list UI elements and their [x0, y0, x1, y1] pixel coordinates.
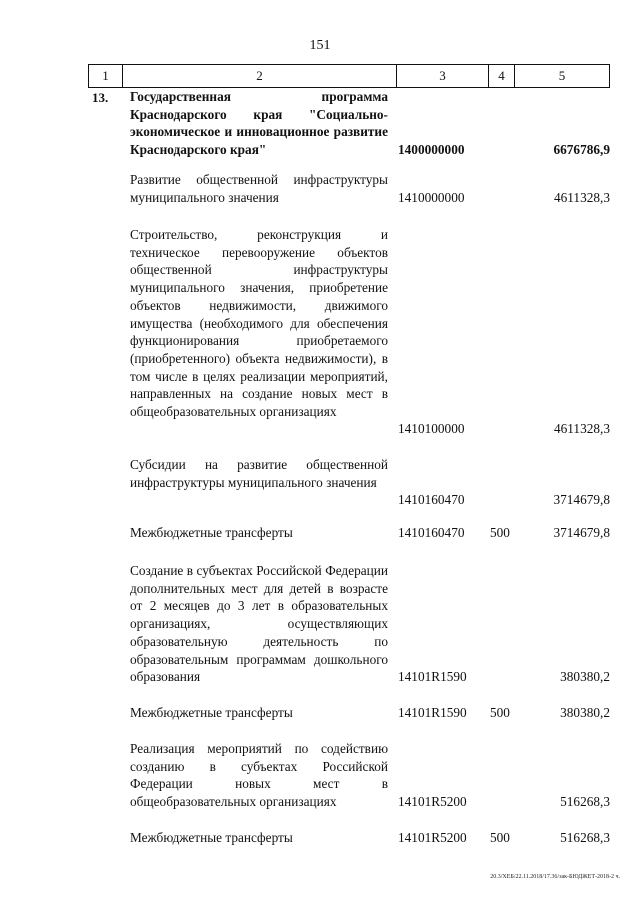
row-vr: 500	[490, 525, 510, 540]
row-code: 1410100000	[398, 421, 465, 436]
header-col-3: 3	[396, 65, 488, 87]
table-header-row	[88, 64, 610, 88]
row-description: Строительство, реконструкция и техническое перевооружение объектов общественной инфраструктуры муниципального значения, приобретение объектов недвижимости, движимого имущества (необходимого для обеспечения функционирования приобретаемого (приобретенного) объекта недвижимости), в том числе в целях реализации мероприятий, направленных на создание новых мест в общеобразовательных организациях	[130, 227, 388, 420]
header-col-4: 4	[488, 65, 514, 87]
row-description: Межбюджетные трансферты	[130, 705, 293, 720]
footer-doc-id: 20.3/ХЕБ/22.11.2018/17.36/зак-БЮДЖЕТ-2018-2 ч.	[490, 874, 620, 880]
page-number: 151	[309, 38, 331, 53]
row-vr: 500	[490, 830, 510, 845]
row-code: 14101R5200	[398, 830, 467, 845]
row-description: Межбюджетные трансферты	[130, 830, 293, 845]
row-description: Реализация мероприятий по содействию созданию в субъектах Российской Федерации новых мест в общеобразовательных организациях	[130, 741, 388, 810]
row-amount: 3714679,8	[553, 525, 610, 540]
row-amount: 516268,3	[560, 794, 610, 809]
program-code: 1400000000	[398, 142, 465, 157]
row-amount: 3714679,8	[553, 492, 610, 507]
header-col-2: 2	[122, 65, 396, 87]
row-code: 1410160470	[398, 492, 465, 507]
row-description: Развитие общественной инфраструктуры муниципального значения	[130, 172, 388, 205]
header-col-1: 1	[88, 65, 122, 87]
row-code: 1410160470	[398, 525, 465, 540]
row-code: 1410000000	[398, 190, 465, 205]
header-col-5: 5	[514, 65, 610, 87]
row-amount: 380380,2	[560, 705, 610, 720]
row-code: 14101R1590	[398, 669, 467, 684]
row-code: 14101R1590	[398, 705, 467, 720]
row-amount: 4611328,3	[553, 190, 610, 205]
row-amount: 380380,2	[560, 669, 610, 684]
row-code: 14101R5200	[398, 794, 467, 809]
row-vr: 500	[490, 705, 510, 720]
row-amount: 4611328,3	[553, 421, 610, 436]
program-amount: 6676786,9	[553, 142, 610, 157]
program-title: Государственная программа Краснодарского края "Социально-экономическое и инновационное развитие Краснодарского края"	[130, 89, 388, 158]
program-number: 13.	[92, 90, 109, 105]
row-description: Субсидии на развитие общественной инфраструктуры муниципального значения	[130, 457, 388, 490]
row-description: Создание в субъектах Российской Федерации дополнительных мест для детей в возрасте от 2 месяцев до 3 лет в образовательных организациях, осуществляющих образовательную деятельность по образовательным программам дошкольного образования	[130, 563, 388, 685]
row-description: Межбюджетные трансферты	[130, 525, 293, 540]
row-amount: 516268,3	[560, 830, 610, 845]
